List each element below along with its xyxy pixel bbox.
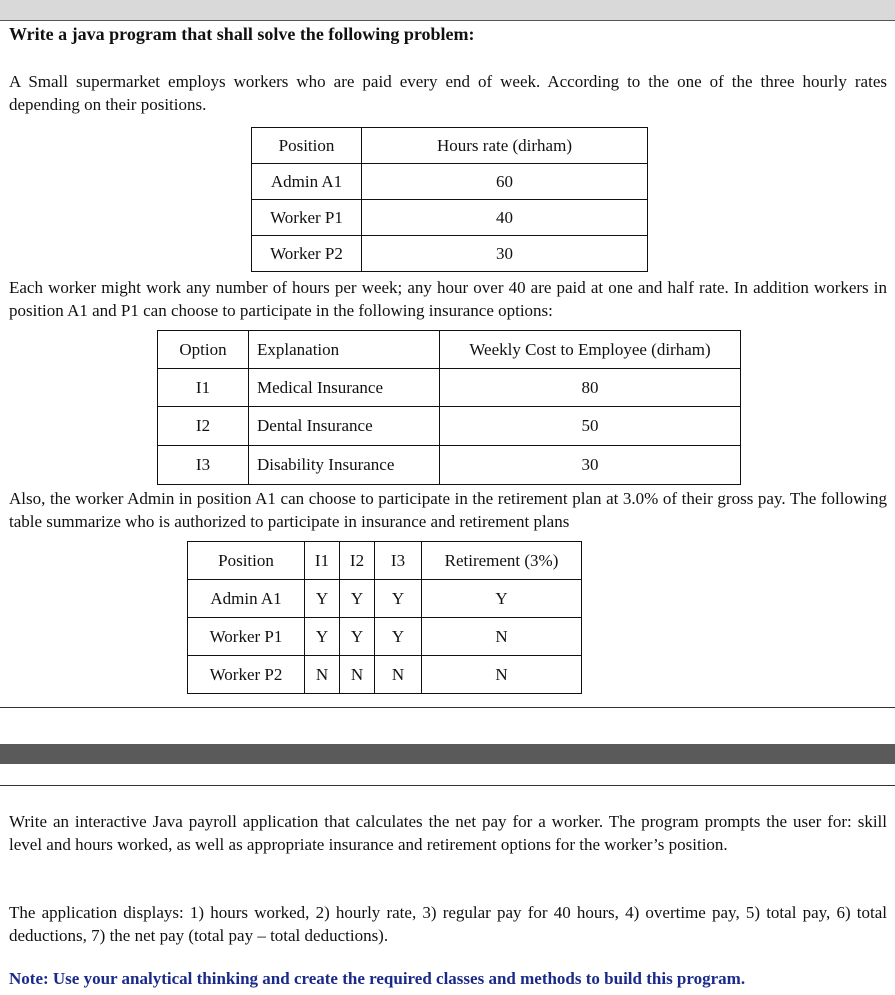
intro-paragraph: A Small supermarket employs workers who are paid every end of week. According to the one of the three hourly rates depending on their positions. <box>9 72 887 114</box>
table-row <box>188 580 582 618</box>
insurance-cell-cost: 80 <box>440 369 741 407</box>
auth-cell-i2: Y <box>340 580 375 618</box>
auth-cell-i3: Y <box>375 580 422 618</box>
insurance-cell-cost: 30 <box>440 446 741 485</box>
auth-cell-i1: Y <box>305 618 340 656</box>
insurance-header-option: Option <box>158 331 249 369</box>
insurance-header-explanation: Explanation <box>249 331 440 369</box>
table-row <box>158 407 741 446</box>
auth-header-position: Position <box>188 542 305 580</box>
retirement-paragraph: Also, the worker Admin in position A1 can choose to participate in the retirement plan at 3.0% of their gross pay. The following table summarize who is authorized to participate in insurance and retirement plans <box>9 489 887 531</box>
table-row <box>188 656 582 694</box>
insurance-table <box>157 330 741 485</box>
top-bar <box>0 0 895 21</box>
rates-cell-rate: 30 <box>362 236 648 272</box>
insurance-cell-explanation: Dental Insurance <box>249 407 440 446</box>
section-divider <box>0 785 895 786</box>
auth-cell-i3: N <box>375 656 422 694</box>
section-divider <box>0 707 895 708</box>
rates-cell-rate: 40 <box>362 200 648 236</box>
insurance-cell-cost: 50 <box>440 407 741 446</box>
rates-cell-rate: 60 <box>362 164 648 200</box>
overtime-paragraph: Each worker might work any number of hours per week; any hour over 40 are paid at one and half rate. In addition workers in position A1 and P1 can choose to participate in the following insurance options: <box>9 278 887 320</box>
table-row <box>252 164 648 200</box>
auth-cell-retirement: N <box>422 618 582 656</box>
insurance-header-cost: Weekly Cost to Employee (dirham) <box>440 331 741 369</box>
table-row <box>252 200 648 236</box>
rates-header-position: Position <box>252 128 362 164</box>
rates-table <box>251 127 648 272</box>
insurance-cell-option: I3 <box>158 446 249 485</box>
auth-header-retirement: Retirement (3%) <box>422 542 582 580</box>
insurance-cell-explanation: Medical Insurance <box>249 369 440 407</box>
auth-cell-retirement: Y <box>422 580 582 618</box>
table-row <box>158 446 741 485</box>
rates-cell-position: Worker P2 <box>252 236 362 272</box>
auth-cell-retirement: N <box>422 656 582 694</box>
auth-cell-position: Worker P1 <box>188 618 305 656</box>
auth-header-i1: I1 <box>305 542 340 580</box>
section-band <box>0 744 895 764</box>
table-row <box>158 369 741 407</box>
note-text: Note: Use your analytical thinking and create the required classes and methods to build this program. <box>9 969 746 988</box>
rates-cell-position: Admin A1 <box>252 164 362 200</box>
task-paragraph: Write an interactive Java payroll application that calculates the net pay for a worker. The program prompts the user for: skill level and hours worked, as well as appropriate insurance and retirement options for the worker’s position. <box>9 812 887 854</box>
auth-cell-i1: N <box>305 656 340 694</box>
auth-header-i3: I3 <box>375 542 422 580</box>
auth-cell-position: Admin A1 <box>188 580 305 618</box>
rates-header-rate: Hours rate (dirham) <box>362 128 648 164</box>
auth-cell-i2: N <box>340 656 375 694</box>
rates-cell-position: Worker P1 <box>252 200 362 236</box>
problem-title: Write a java program that shall solve the following problem: <box>9 24 475 44</box>
table-row <box>252 236 648 272</box>
auth-header-i2: I2 <box>340 542 375 580</box>
authorization-table <box>187 541 582 694</box>
table-row <box>188 618 582 656</box>
insurance-cell-option: I2 <box>158 407 249 446</box>
insurance-cell-option: I1 <box>158 369 249 407</box>
auth-cell-i1: Y <box>305 580 340 618</box>
display-paragraph: The application displays: 1) hours worked, 2) hourly rate, 3) regular pay for 40 hours, 4) overtime pay, 5) total pay, 6) total deductions, 7) the net pay (total pay – total deductions). <box>9 903 887 945</box>
auth-cell-position: Worker P2 <box>188 656 305 694</box>
insurance-cell-explanation: Disability Insurance <box>249 446 440 485</box>
auth-cell-i3: Y <box>375 618 422 656</box>
auth-cell-i2: Y <box>340 618 375 656</box>
